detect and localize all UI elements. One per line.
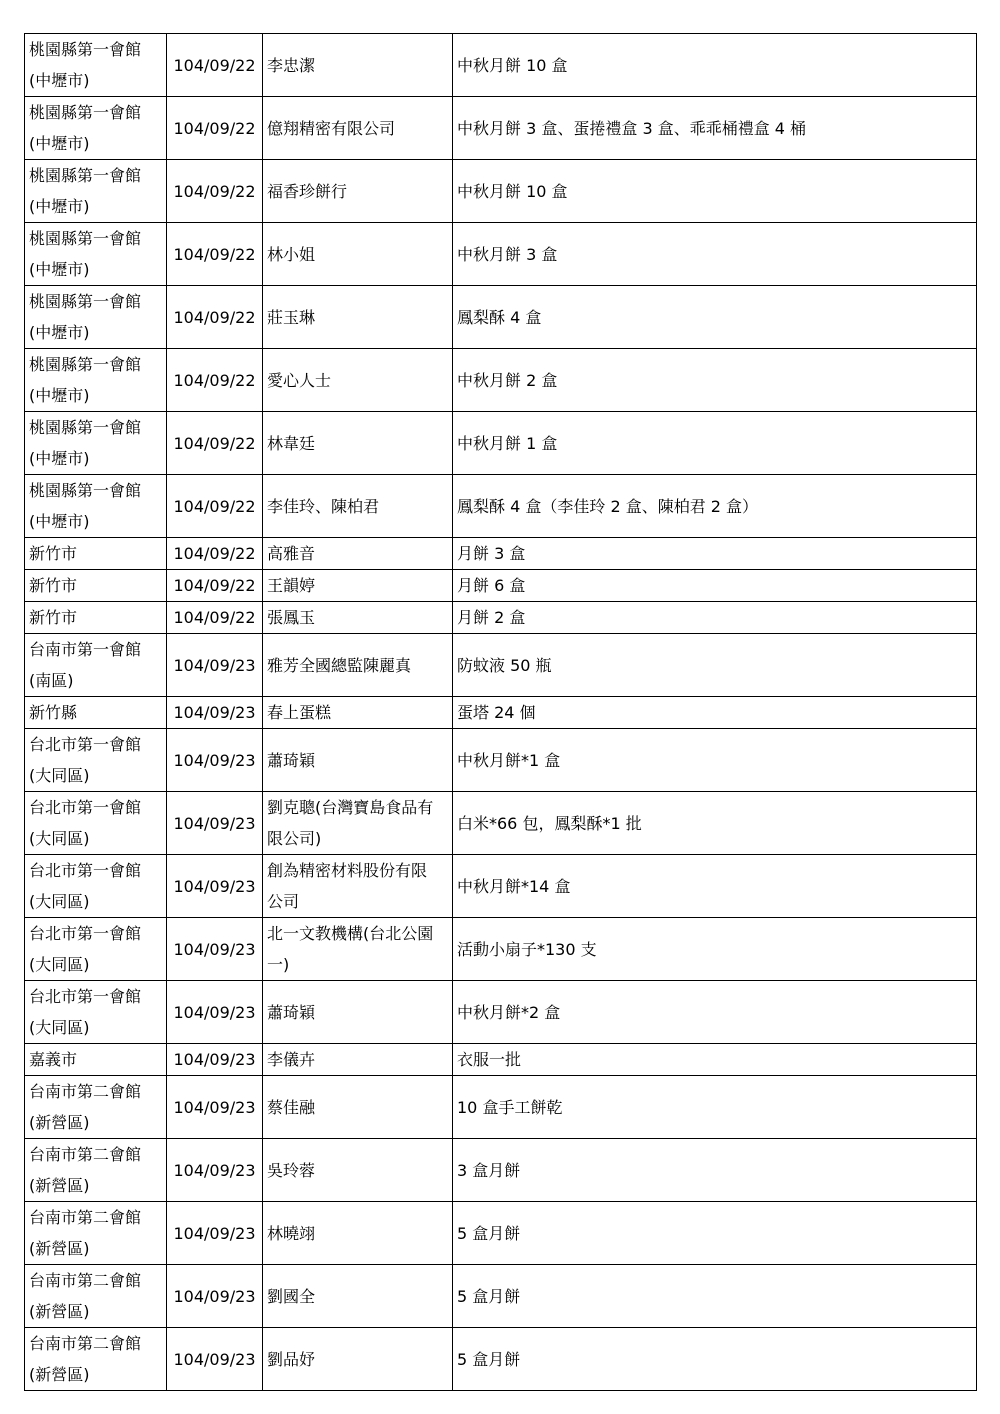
donor-cell: 雅芳全國總監陳麗真 (263, 634, 453, 697)
donor-cell: 蕭琦穎 (263, 981, 453, 1044)
location-cell: 桃園縣第一會館 (中壢市) (25, 160, 167, 223)
location-cell: 台南市第二會館 (新營區) (25, 1202, 167, 1265)
donor-cell: 創為精密材料股份有限 公司 (263, 855, 453, 918)
donor-cell: 劉克聰(台灣寶島食品有 限公司) (263, 792, 453, 855)
donor-cell: 吳玲蓉 (263, 1139, 453, 1202)
donor-cell: 林曉翊 (263, 1202, 453, 1265)
donor-cell: 莊玉琳 (263, 286, 453, 349)
date-cell: 104/09/22 (167, 538, 263, 570)
table-row (25, 349, 977, 412)
date-cell: 104/09/22 (167, 412, 263, 475)
location-cell: 台北市第一會館 (大同區) (25, 855, 167, 918)
location-cell: 台北市第一會館 (大同區) (25, 792, 167, 855)
location-cell: 台南市第二會館 (新營區) (25, 1265, 167, 1328)
table-row (25, 1044, 977, 1076)
donor-cell: 張鳳玉 (263, 602, 453, 634)
location-cell: 桃園縣第一會館 (中壢市) (25, 97, 167, 160)
date-cell: 104/09/23 (167, 1044, 263, 1076)
table-row (25, 1328, 977, 1391)
item-cell: 月餅 6 盒 (453, 570, 977, 602)
location-cell: 台北市第一會館 (大同區) (25, 918, 167, 981)
date-cell: 104/09/23 (167, 1328, 263, 1391)
item-cell: 活動小扇子*130 支 (453, 918, 977, 981)
location-cell: 桃園縣第一會館 (中壢市) (25, 412, 167, 475)
date-cell: 104/09/23 (167, 981, 263, 1044)
donor-cell: 愛心人士 (263, 349, 453, 412)
item-cell: 5 盒月餅 (453, 1328, 977, 1391)
date-cell: 104/09/23 (167, 1202, 263, 1265)
donor-cell: 林小姐 (263, 223, 453, 286)
item-cell: 中秋月餅 10 盒 (453, 160, 977, 223)
table-row (25, 792, 977, 855)
location-cell: 台南市第二會館 (新營區) (25, 1139, 167, 1202)
date-cell: 104/09/23 (167, 792, 263, 855)
donor-cell: 蕭琦穎 (263, 729, 453, 792)
table-row (25, 160, 977, 223)
table-row (25, 286, 977, 349)
date-cell: 104/09/23 (167, 918, 263, 981)
date-cell: 104/09/22 (167, 349, 263, 412)
date-cell: 104/09/23 (167, 634, 263, 697)
item-cell: 中秋月餅 2 盒 (453, 349, 977, 412)
date-cell: 104/09/22 (167, 34, 263, 97)
donor-cell: 劉品妤 (263, 1328, 453, 1391)
table-row (25, 729, 977, 792)
date-cell: 104/09/22 (167, 223, 263, 286)
donor-cell: 北一文教機構(台北公園 一) (263, 918, 453, 981)
donor-cell: 李忠潔 (263, 34, 453, 97)
item-cell: 衣服一批 (453, 1044, 977, 1076)
item-cell: 中秋月餅*1 盒 (453, 729, 977, 792)
table-row (25, 1076, 977, 1139)
item-cell: 10 盒手工餅乾 (453, 1076, 977, 1139)
location-cell: 台北市第一會館 (大同區) (25, 981, 167, 1044)
item-cell: 3 盒月餅 (453, 1139, 977, 1202)
location-cell: 桃園縣第一會館 (中壢市) (25, 286, 167, 349)
donor-cell: 王韻婷 (263, 570, 453, 602)
item-cell: 中秋月餅 3 盒、蛋捲禮盒 3 盒、乖乖桶禮盒 4 桶 (453, 97, 977, 160)
table-row (25, 1265, 977, 1328)
location-cell: 台南市第二會館 (新營區) (25, 1076, 167, 1139)
donor-cell: 劉國全 (263, 1265, 453, 1328)
table-row (25, 855, 977, 918)
table-row (25, 981, 977, 1044)
date-cell: 104/09/22 (167, 475, 263, 538)
date-cell: 104/09/22 (167, 160, 263, 223)
table-row (25, 223, 977, 286)
donor-cell: 林韋廷 (263, 412, 453, 475)
item-cell: 防蚊液 50 瓶 (453, 634, 977, 697)
donation-table (24, 33, 977, 1391)
item-cell: 中秋月餅*14 盒 (453, 855, 977, 918)
item-cell: 中秋月餅 1 盒 (453, 412, 977, 475)
date-cell: 104/09/23 (167, 855, 263, 918)
date-cell: 104/09/23 (167, 1265, 263, 1328)
table-row (25, 602, 977, 634)
location-cell: 台北市第一會館 (大同區) (25, 729, 167, 792)
donation-table-body (25, 34, 977, 1391)
table-row (25, 1202, 977, 1265)
donor-cell: 蔡佳融 (263, 1076, 453, 1139)
location-cell: 嘉義市 (25, 1044, 167, 1076)
table-row (25, 34, 977, 97)
item-cell: 月餅 2 盒 (453, 602, 977, 634)
donor-cell: 福香珍餅行 (263, 160, 453, 223)
donor-cell: 李儀卉 (263, 1044, 453, 1076)
donor-cell: 春上蛋糕 (263, 697, 453, 729)
table-row (25, 570, 977, 602)
table-row (25, 538, 977, 570)
date-cell: 104/09/23 (167, 1076, 263, 1139)
item-cell: 蛋塔 24 個 (453, 697, 977, 729)
item-cell: 中秋月餅 10 盒 (453, 34, 977, 97)
date-cell: 104/09/23 (167, 697, 263, 729)
item-cell: 月餅 3 盒 (453, 538, 977, 570)
location-cell: 新竹縣 (25, 697, 167, 729)
item-cell: 中秋月餅*2 盒 (453, 981, 977, 1044)
item-cell: 白米*66 包，鳳梨酥*1 批 (453, 792, 977, 855)
date-cell: 104/09/22 (167, 286, 263, 349)
date-cell: 104/09/22 (167, 97, 263, 160)
date-cell: 104/09/23 (167, 729, 263, 792)
item-cell: 中秋月餅 3 盒 (453, 223, 977, 286)
location-cell: 新竹市 (25, 602, 167, 634)
item-cell: 鳳梨酥 4 盒 (453, 286, 977, 349)
location-cell: 桃園縣第一會館 (中壢市) (25, 223, 167, 286)
date-cell: 104/09/22 (167, 570, 263, 602)
table-row (25, 412, 977, 475)
location-cell: 桃園縣第一會館 (中壢市) (25, 34, 167, 97)
location-cell: 桃園縣第一會館 (中壢市) (25, 349, 167, 412)
donor-cell: 高雅音 (263, 538, 453, 570)
table-row (25, 697, 977, 729)
date-cell: 104/09/23 (167, 1139, 263, 1202)
item-cell: 5 盒月餅 (453, 1265, 977, 1328)
location-cell: 台南市第二會館 (新營區) (25, 1328, 167, 1391)
donor-cell: 億翔精密有限公司 (263, 97, 453, 160)
location-cell: 新竹市 (25, 570, 167, 602)
donor-cell: 李佳玲、陳柏君 (263, 475, 453, 538)
table-row (25, 634, 977, 697)
table-row (25, 97, 977, 160)
table-row (25, 475, 977, 538)
table-row (25, 918, 977, 981)
location-cell: 新竹市 (25, 538, 167, 570)
location-cell: 桃園縣第一會館 (中壢市) (25, 475, 167, 538)
date-cell: 104/09/22 (167, 602, 263, 634)
table-row (25, 1139, 977, 1202)
location-cell: 台南市第一會館 (南區) (25, 634, 167, 697)
item-cell: 鳳梨酥 4 盒（李佳玲 2 盒、陳柏君 2 盒） (453, 475, 977, 538)
item-cell: 5 盒月餅 (453, 1202, 977, 1265)
